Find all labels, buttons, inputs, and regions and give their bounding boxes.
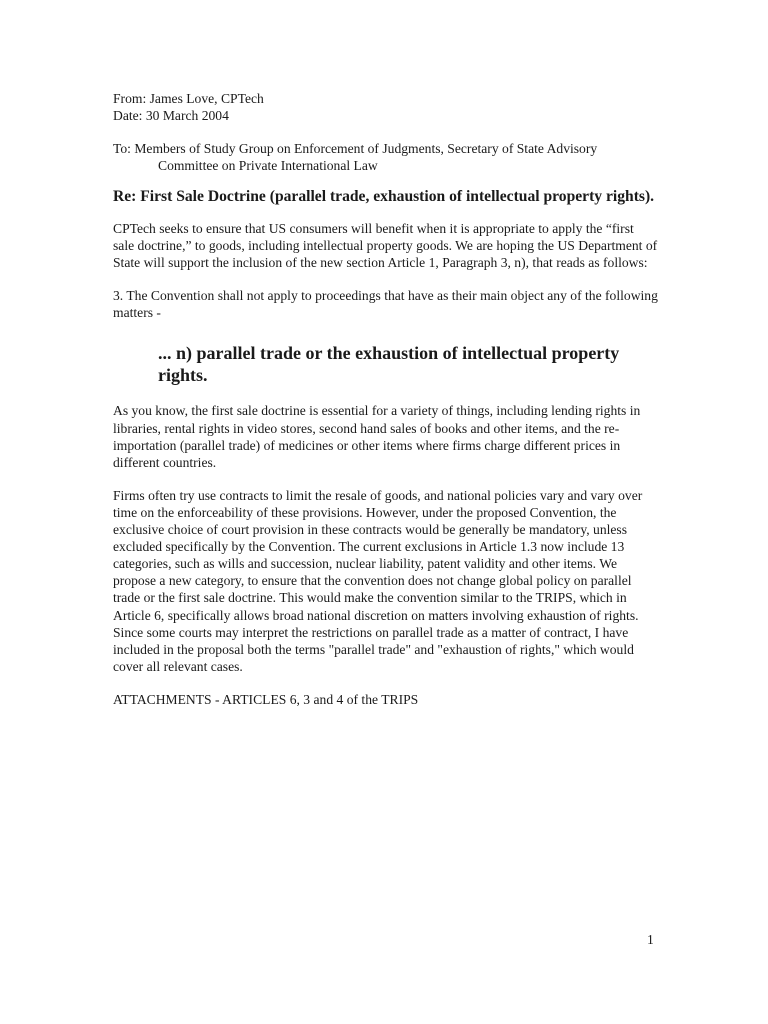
to-line: To: Members of Study Group on Enforcement of Judgments, Secretary of State Advisory Committee on Private International Law: [113, 141, 598, 173]
contracts-paragraph: Firms often try use contracts to limit the resale of goods, and national policies vary and vary over time on the enforceability of these provisions. However, under the proposed Convention, the exclusive choice of court provision in these contracts would be generally be mandatory, unless excluded specifically by the Convention. The current exclusions in Article 1.3 now include 13 categories, such as wills and succession, nuclear liability, patent validity and other items. We propose a new category, to ensure that the convention does not change global policy on parallel trade or the first sale doctrine. This would make the convention similar to the TRIPS, which in Article 6, specifically allows broad national discretion on matters involving exhaustion of rights. Since some courts may interpret the restrictions on parallel trade as a matter of contract, I have included in the proposal both the terms "parallel trade" and "exhaustion of rights," which would cover all relevant cases.: [113, 487, 643, 674]
subject-heading: Re: First Sale Doctrine (parallel trade, exhaustion of intellectual property rights).: [113, 188, 655, 205]
letter-page: [113, 90, 658, 708]
from-line: From: James Love, CPTech: [113, 91, 264, 106]
page-number: 1: [647, 932, 654, 947]
intro-paragraph: CPTech seeks to ensure that US consumers will benefit when it is appropriate to apply the “first sale doctrine,” to goods, including intellectual property goods. We are hoping the US Department of State will support the inclusion of the new section Article 1, Paragraph 3, n), that reads as follows:: [113, 221, 658, 271]
clause-paragraph: 3. The Convention shall not apply to proceedings that have as their main object any of the following matters -: [113, 288, 658, 321]
first-sale-paragraph: As you know, the first sale doctrine is essential for a variety of things, including lending rights in libraries, rental rights in video stores, second hand sales of books and other items, and the re-importation (parallel trade) of medicines or other items where firms charge different prices in different countries.: [113, 403, 641, 470]
attachments-line: ATTACHMENTS - ARTICLES 6, 3 and 4 of the TRIPS: [113, 691, 419, 707]
date-line: Date: 30 March 2004: [113, 108, 229, 123]
proposed-text-quote: ... n) parallel trade or the exhaustion of intellectual property rights.: [158, 343, 620, 386]
